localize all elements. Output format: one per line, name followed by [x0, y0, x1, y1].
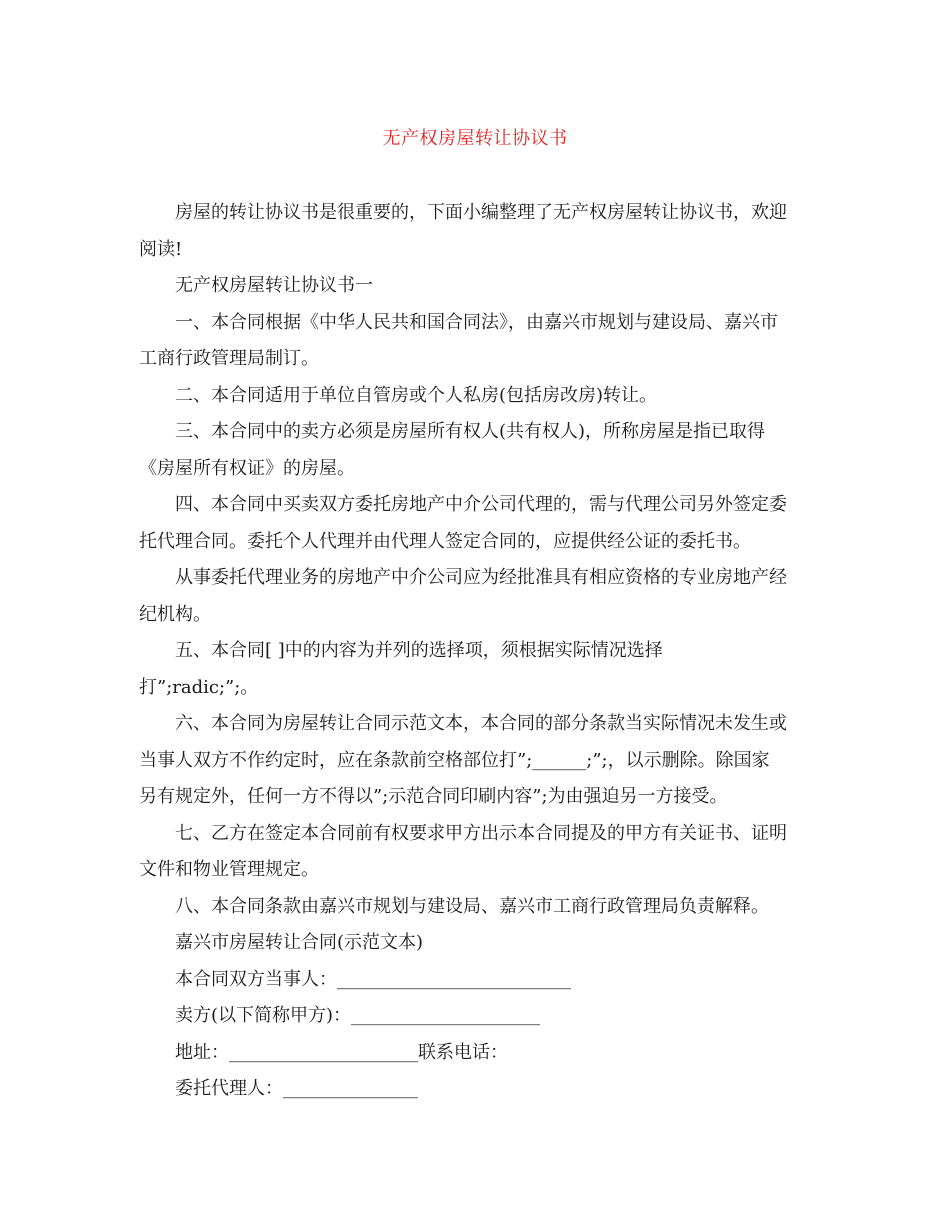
document-line: 文件和物业管理规定。	[139, 859, 319, 880]
document-line: 一、本合同根据《中华人民共和国合同法》，由嘉兴市规划与建设局、嘉兴市	[175, 311, 778, 333]
document-line: 八、本合同条款由嘉兴市规划与建设局、嘉兴市工商行政管理局负责解释。	[175, 895, 769, 917]
document-line: 五、本合同[ ]中的内容为并列的选择项，须根据实际情况选择	[175, 640, 663, 661]
document-line: 房屋的转让协议书是很重要的，下面小编整理了无产权房屋转让协议书，欢迎	[175, 202, 787, 223]
document-line: 本合同双方当事人：__________________________	[175, 968, 571, 990]
document-line: 地址：_____________________联系电话：	[175, 1041, 508, 1063]
document-line: 另有规定外，任何一方不得以”;示范合同印刷内容”;为由强迫另一方接受。	[139, 786, 728, 807]
document-line: 七、乙方在签定本合同前有权要求甲方出示本合同提及的甲方有关证书、证明	[175, 822, 787, 844]
document-line: 无产权房屋转让协议书一	[175, 275, 373, 296]
document-line: 嘉兴市房屋转让合同(示范文本)	[175, 932, 424, 953]
document-line: 托代理合同。委托个人代理并由代理人签定合同的，应提供经公证的委托书。	[139, 530, 751, 552]
document-line: 四、本合同中买卖双方委托房地产中介公司代理的，需与代理公司另外签定委	[175, 494, 787, 515]
document-body	[139, 195, 811, 1108]
document-line: 从事委托代理业务的房地产中介公司应为经批准具有相应资格的专业房地产经	[175, 567, 787, 588]
document-line: 《房屋所有权证》的房屋。	[139, 457, 355, 479]
document-line: 打”;radic;”;。	[139, 676, 259, 698]
document-title: 无产权房屋转让协议书	[382, 128, 568, 149]
document-line: 六、本合同为房屋转让合同示范文本，本合同的部分条款当实际情况未发生或	[175, 713, 787, 734]
document-line: 阅读!	[139, 238, 183, 260]
document-line: 纪机构。	[139, 603, 211, 625]
document-line: 工商行政管理局制订。	[139, 348, 319, 369]
document-line: 当事人双方不作约定时，应在条款前空格部位打”;______;”;，以示删除。除国家	[139, 749, 770, 771]
document-line: 委托代理人：_______________	[175, 1078, 418, 1099]
document-line: 三、本合同中的卖方必须是房屋所有权人(共有权人)，所称房屋是指已取得	[175, 421, 766, 442]
document-line: 卖方(以下简称甲方)：_____________________	[175, 1005, 541, 1026]
document-line: 二、本合同适用于单位自管房或个人私房(包括房改房)转让。	[175, 384, 658, 406]
